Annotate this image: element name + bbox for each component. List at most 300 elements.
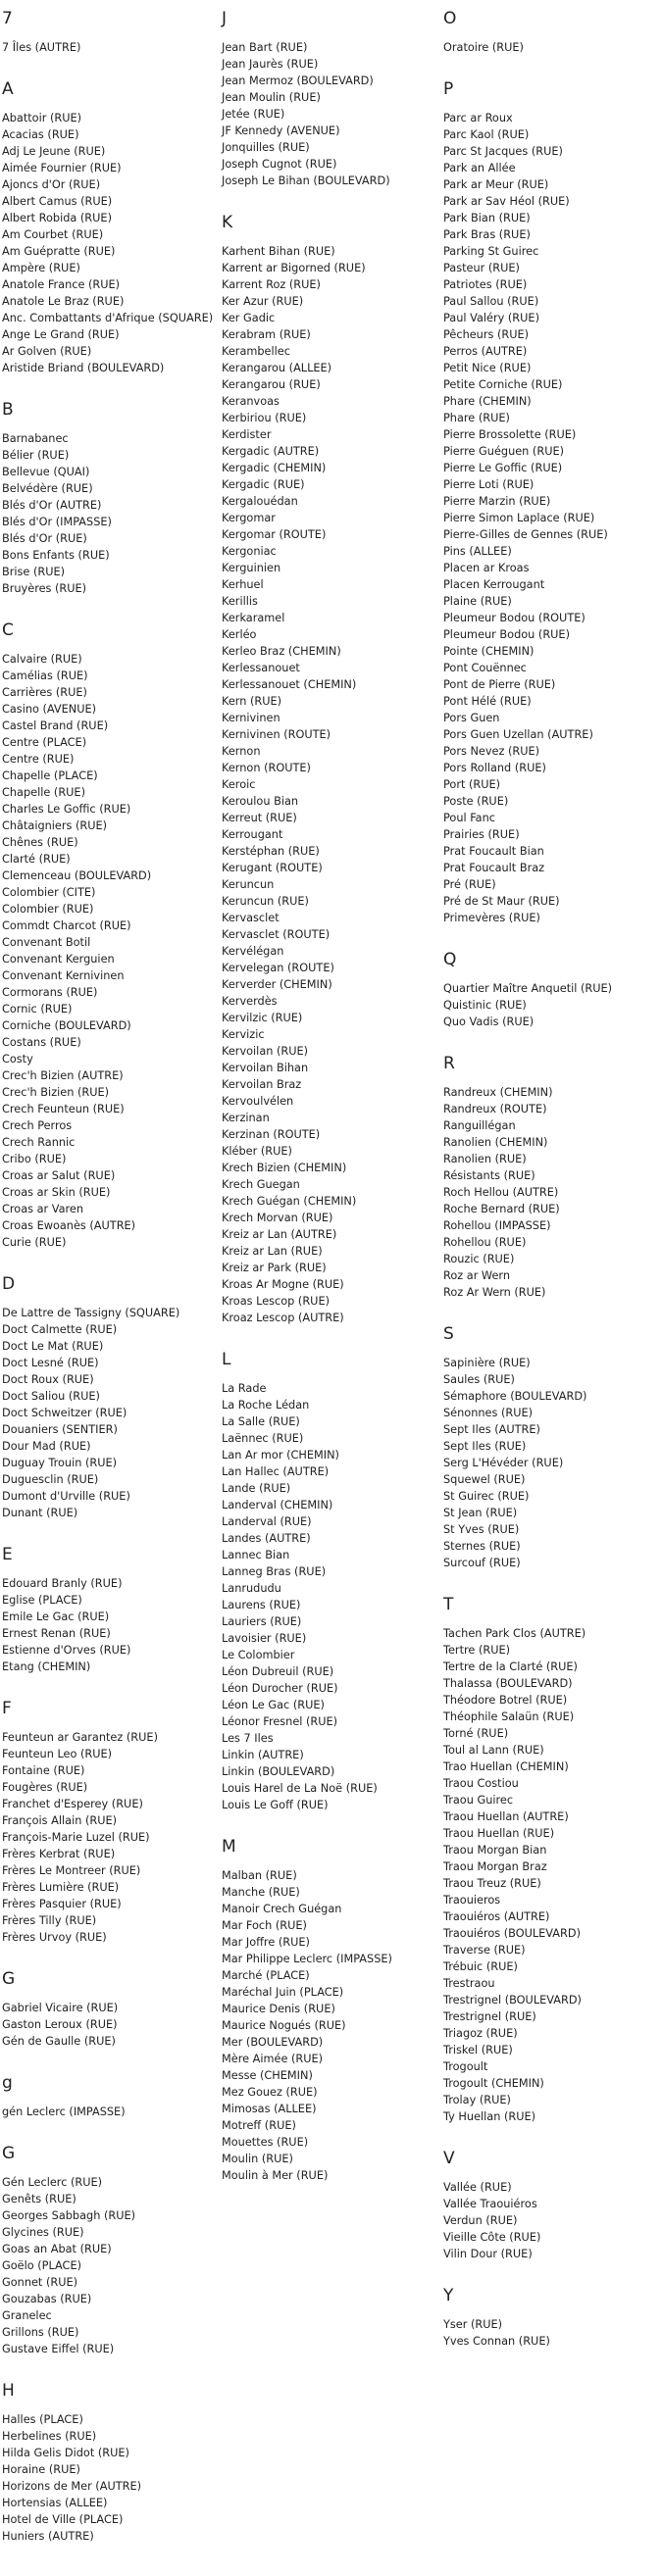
street-name: Sternes (RUE) <box>443 1540 521 1553</box>
street-name: Lande (RUE) <box>222 1482 291 1495</box>
street-name: Kerambellec <box>222 345 290 358</box>
street-name: La Salle (RUE) <box>222 1415 300 1428</box>
street-name: Trébuic (RUE) <box>443 1960 518 1973</box>
letter-section <box>2 2143 218 2357</box>
street-name: JF Kennedy (AVENUE) <box>222 124 340 137</box>
street-name: Kerleo Braz (CHEMIN) <box>222 645 341 658</box>
street-name: Châtaigniers (RUE) <box>2 819 108 832</box>
street-name: St Jean (RUE) <box>443 1507 518 1519</box>
street-name: Parc Kaol (RUE) <box>443 128 530 141</box>
letter-section <box>2 2072 218 2120</box>
letter-section <box>2 399 218 597</box>
street-name: Gouzabas (RUE) <box>2 2293 92 2305</box>
street-name: Brise (RUE) <box>2 566 66 578</box>
letter-section <box>443 2148 659 2262</box>
street-name: Colombier (CITE) <box>2 886 96 899</box>
street-name: Traou Morgan Bian <box>443 1844 547 1857</box>
section-letter-heading: T <box>443 1595 454 1614</box>
street-name: Ty Huellan (RUE) <box>443 2110 536 2123</box>
street-name: Calvaire (RUE) <box>2 653 82 666</box>
street-name: Vieille Côte (RUE) <box>443 2231 541 2244</box>
street-name: Bons Enfants (RUE) <box>2 549 110 562</box>
street-name: Laurens (RUE) <box>222 1599 301 1611</box>
street-name: Ranolien (RUE) <box>443 1153 527 1165</box>
street-name: Crech Perros <box>2 1119 73 1132</box>
street-name: Colombier (RUE) <box>2 903 94 916</box>
letter-section <box>2 8 218 56</box>
street-name: Kreiz ar Park (RUE) <box>222 1262 327 1274</box>
street-name: Hotel de Ville (PLACE) <box>2 2513 124 2526</box>
street-name: Placen ar Kroas <box>443 562 530 574</box>
street-name: Sept Iles (AUTRE) <box>443 1423 540 1436</box>
street-name: Chapelle (PLACE) <box>2 769 98 782</box>
street-name: Kerugant (ROUTE) <box>222 862 323 874</box>
letter-section <box>443 1594 659 2125</box>
street-name: Kergadic (RUE) <box>222 478 305 491</box>
street-name: Trogoult (CHEMIN) <box>443 2077 544 2090</box>
street-name: Maurice Denis (RUE) <box>222 2003 335 2015</box>
street-name: Duguay Trouin (RUE) <box>2 1457 118 1469</box>
street-name: Granelec <box>2 2309 52 2322</box>
street-name: Frères Pasquier (RUE) <box>2 1898 122 1910</box>
street-name: Kerhuel <box>222 578 264 591</box>
street-name: Frères Lumière (RUE) <box>2 1881 120 1894</box>
street-name: Goas an Abat (RUE) <box>2 2243 112 2255</box>
street-name: Tertre (RUE) <box>443 1644 511 1657</box>
street-name: Phare (CHEMIN) <box>443 395 532 408</box>
street-name: Doct Schweitzer (RUE) <box>2 1407 127 1419</box>
street-name: Patriotes (RUE) <box>443 278 528 291</box>
street-name: Douaniers (SENTIER) <box>2 1423 118 1436</box>
street-name: Serg L'Hévéder (RUE) <box>443 1457 564 1469</box>
street-name: Mar Philippe Leclerc (IMPASSE) <box>222 1953 392 1965</box>
section-letter-heading: S <box>443 1324 454 1344</box>
street-name: Trestrignel (RUE) <box>443 2010 536 2023</box>
street-name: Bruyères (RUE) <box>2 582 87 595</box>
street-name: Kerzinan <box>222 1112 270 1124</box>
street-name: Manche (RUE) <box>222 1886 300 1899</box>
street-name: Pierre Guéguen (RUE) <box>443 445 565 458</box>
street-name: Georges Sabbagh (RUE) <box>2 2209 136 2222</box>
street-name: Albert Robida (RUE) <box>2 212 112 224</box>
street-name: Lauriers (RUE) <box>222 1615 302 1628</box>
street-name: Traou Costiou <box>443 1777 519 1790</box>
letter-section <box>2 1273 218 1521</box>
street-name: Kergalouédan <box>222 495 298 508</box>
street-name: Gén Leclerc (RUE) <box>2 2176 103 2189</box>
street-name: Landerval (CHEMIN) <box>222 1499 333 1511</box>
street-name: Frères Le Montreer (RUE) <box>2 1864 141 1877</box>
street-name: Jonquilles (RUE) <box>222 141 310 154</box>
street-name: Edouard Branly (RUE) <box>2 1577 123 1590</box>
street-name: Jean Bart (RUE) <box>222 41 308 54</box>
street-name: Ranolien (CHEMIN) <box>443 1136 548 1149</box>
street-name: Park an Allée <box>443 162 516 174</box>
street-name: Saules (RUE) <box>443 1373 515 1386</box>
street-name: Maurice Nogués (RUE) <box>222 2019 346 2032</box>
street-name: Pasteur (RUE) <box>443 262 520 274</box>
street-name: Gustave Eiffel (RUE) <box>2 2343 115 2355</box>
street-name: Doct Le Mat (RUE) <box>2 1340 104 1353</box>
street-name: Parking St Guirec <box>443 245 539 258</box>
street-name: Kerdister <box>222 428 272 441</box>
letter-section <box>443 8 659 56</box>
street-name: Kerverder (CHEMIN) <box>222 978 332 991</box>
street-name: Estienne d'Orves (RUE) <box>2 1644 131 1657</box>
street-name: Anc. Combattants d'Afrique (SQUARE) <box>2 312 214 324</box>
street-name: Bellevue (QUAI) <box>2 466 90 478</box>
street-name: Kervoilan Braz <box>222 1078 302 1091</box>
street-name: Kreiz ar Lan (AUTRE) <box>222 1228 337 1241</box>
street-name: Pont Hélé (RUE) <box>443 695 532 708</box>
street-name: Am Guépratte (RUE) <box>2 245 116 258</box>
street-name: Léon Le Gac (RUE) <box>222 1699 325 1711</box>
street-name: Lanrududu <box>222 1582 281 1595</box>
street-name: Kerzinan (ROUTE) <box>222 1128 321 1141</box>
street-name: Quo Vadis (RUE) <box>443 1016 535 1028</box>
street-name: Ange Le Grand (RUE) <box>2 328 120 341</box>
street-name: Sénonnes (RUE) <box>443 1407 534 1419</box>
street-name: Hilda Gelis Didot (RUE) <box>2 2447 129 2459</box>
street-name: Trogoult <box>443 2060 488 2073</box>
street-name: Verdun (RUE) <box>443 2214 518 2227</box>
street-name: Convenant Botil <box>2 936 91 949</box>
street-name: Kernivinen <box>222 712 280 724</box>
street-name: Parc St Jacques (RUE) <box>443 145 563 158</box>
street-name: Linkin (AUTRE) <box>222 1749 304 1761</box>
street-name: Kerkaramel <box>222 612 285 624</box>
street-name: Traouiéros (BOULEVARD) <box>443 1927 581 1940</box>
street-name: Prairies (RUE) <box>443 828 520 841</box>
street-name: Duguesclin (RUE) <box>2 1473 99 1486</box>
street-name: Lannec Bian <box>222 1549 290 1561</box>
street-name: Torné (RUE) <box>443 1727 509 1740</box>
street-name: Park Bras (RUE) <box>443 228 531 241</box>
street-name: Kergomar <box>222 512 276 524</box>
street-name: Kergadic (AUTRE) <box>222 445 320 458</box>
street-name: Keruncun (RUE) <box>222 895 309 908</box>
street-name: Moulin à Mer (RUE) <box>222 2169 329 2182</box>
street-name: Pont de Pierre (RUE) <box>443 678 556 691</box>
street-name: Lan Hallec (AUTRE) <box>222 1465 330 1478</box>
section-letter-heading: Y <box>443 2286 454 2305</box>
section-letter-heading: L <box>222 1350 231 1369</box>
street-name: François-Marie Luzel (RUE) <box>2 1831 150 1844</box>
street-name: Croas ar Skin (RUE) <box>2 1186 111 1199</box>
street-name: Doct Saliou (RUE) <box>2 1390 100 1403</box>
street-name: Léon Dubreuil (RUE) <box>222 1665 334 1678</box>
street-name: Clarté (RUE) <box>2 853 71 866</box>
street-name: Aristide Briand (BOULEVARD) <box>2 362 165 374</box>
street-name: Crech Feunteun (RUE) <box>2 1103 125 1115</box>
street-name: Kerillis <box>222 595 258 608</box>
street-name: Roch Hellou (AUTRE) <box>443 1186 559 1199</box>
street-name: Pré de St Maur (RUE) <box>443 895 560 908</box>
street-name: Kervelegan (ROUTE) <box>222 962 334 974</box>
street-name: Kerlessanouet <box>222 662 300 674</box>
street-name: Halles (PLACE) <box>2 2413 83 2426</box>
street-name: Rohellou (RUE) <box>443 1236 527 1249</box>
section-letter-heading: V <box>443 2149 455 2168</box>
street-name: Joseph Cugnot (RUE) <box>222 158 337 171</box>
section-letter-heading: H <box>2 2381 15 2401</box>
street-name: Kerverdès <box>222 995 278 1008</box>
street-name: Laënnec (RUE) <box>222 1432 304 1445</box>
street-name: Keruncun <box>222 878 275 891</box>
street-name: Doct Roux (RUE) <box>2 1373 94 1386</box>
street-name: St Guirec (RUE) <box>443 1490 530 1503</box>
street-name: Emile Le Gac (RUE) <box>2 1610 110 1623</box>
street-name: Kléber (RUE) <box>222 1145 292 1158</box>
letter-section <box>443 949 659 1030</box>
street-name: Traouiéros (AUTRE) <box>443 1910 550 1923</box>
street-name: Rouzic (RUE) <box>443 1253 515 1265</box>
street-name: Convenant Kernivinen <box>2 969 125 982</box>
street-name: Surcouf (RUE) <box>443 1557 521 1569</box>
street-name: Triagoz (RUE) <box>443 2027 518 2040</box>
street-name: Casino (AVENUE) <box>2 703 97 716</box>
street-name: Kervilzic (RUE) <box>222 1012 303 1024</box>
street-name: Doct Lesné (RUE) <box>2 1357 99 1369</box>
section-letter-heading: B <box>2 400 14 420</box>
street-name: Kervoilan Bihan <box>222 1062 309 1074</box>
street-name: Genêts (RUE) <box>2 2193 76 2205</box>
street-name: Blés d'Or (AUTRE) <box>2 499 102 512</box>
street-name: Squewel (RUE) <box>443 1473 526 1486</box>
street-name: Pors Guen <box>443 712 500 724</box>
street-name: Ar Golven (RUE) <box>2 345 92 358</box>
street-name: Gaston Leroux (RUE) <box>2 2018 118 2031</box>
street-name: Kerstéphan (RUE) <box>222 845 320 858</box>
street-name: Messe (CHEMIN) <box>222 2069 313 2082</box>
street-name: Triskel (RUE) <box>443 2044 513 2056</box>
street-name: Kern (RUE) <box>222 695 282 708</box>
street-name: Kernivinen (ROUTE) <box>222 728 331 741</box>
street-name: Costans (RUE) <box>2 1036 81 1049</box>
street-name: Kerabram (RUE) <box>222 328 311 341</box>
street-name: Albert Camus (RUE) <box>2 195 113 208</box>
street-name: Fougères (RUE) <box>2 1781 88 1794</box>
street-name: Vallée Traouiéros <box>443 2198 537 2210</box>
street-name: St Yves (RUE) <box>443 1523 520 1536</box>
street-name: Mère Aimée (RUE) <box>222 2053 324 2065</box>
street-name: Sémaphore (BOULEVARD) <box>443 1390 587 1403</box>
section-letter-heading: F <box>2 1699 12 1718</box>
letter-section <box>222 1836 437 2184</box>
letter-section <box>2 2380 218 2545</box>
street-name: Kerrougant <box>222 828 283 841</box>
street-name: Traou Guirec <box>443 1794 514 1807</box>
street-name: Pierre Marzin (RUE) <box>443 495 551 508</box>
section-letter-heading: O <box>443 9 457 28</box>
street-name: La Roche Lédan <box>222 1399 310 1412</box>
street-name: Crec'h Bizien (RUE) <box>2 1086 110 1099</box>
letter-section <box>443 2285 659 2350</box>
street-name: Karhent Bihan (RUE) <box>222 245 335 258</box>
street-name: Aimée Fournier (RUE) <box>2 162 122 174</box>
street-name: Lanneg Bras (RUE) <box>222 1565 327 1578</box>
street-name: Frères Tilly (RUE) <box>2 1914 97 1927</box>
street-name: Traou Treuz (RUE) <box>443 1877 541 1890</box>
street-name: Bélier (RUE) <box>2 449 70 462</box>
street-name: Motreff (RUE) <box>222 2119 296 2132</box>
street-name: Kerlessanouet (CHEMIN) <box>222 678 357 691</box>
street-index-column <box>222 8 437 2206</box>
street-name: Poste (RUE) <box>443 795 509 808</box>
street-name: Ker Gadic <box>222 312 276 324</box>
letter-section <box>443 1323 659 1571</box>
street-name: Louis Le Goff (RUE) <box>222 1799 329 1811</box>
street-name: Pont Couënnec <box>443 662 527 674</box>
street-name: Trestraou <box>443 1977 495 1990</box>
street-name: Krech Guégan (CHEMIN) <box>222 1195 357 1208</box>
street-name: Landerval (RUE) <box>222 1515 312 1528</box>
street-name: Gén de Gaulle (RUE) <box>2 2035 116 2048</box>
street-name: Traouieros <box>443 1894 501 1907</box>
street-name: Cornic (RUE) <box>2 1003 73 1016</box>
street-name: Pierre Brossolette (RUE) <box>443 428 577 441</box>
street-name: Roche Bernard (RUE) <box>443 1203 560 1215</box>
street-name: Castel Brand (RUE) <box>2 719 109 732</box>
street-name: Randreux (CHEMIN) <box>443 1086 553 1099</box>
street-name: Doct Calmette (RUE) <box>2 1323 118 1336</box>
street-name: Centre (RUE) <box>2 753 75 766</box>
street-name: Kroas Ar Mogne (RUE) <box>222 1278 344 1291</box>
street-name: Crec'h Bizien (AUTRE) <box>2 1069 124 1082</box>
street-name: Poul Fanc <box>443 812 495 824</box>
street-name: Karrent Roz (RUE) <box>222 278 321 291</box>
street-name: Park ar Sav Héol (RUE) <box>443 195 570 208</box>
street-name: Am Courbet (RUE) <box>2 228 104 241</box>
street-name: Kroaz Lescop (AUTRE) <box>222 1312 344 1324</box>
street-name: Kergoniac <box>222 545 277 558</box>
street-name: Yser (RUE) <box>443 2318 503 2331</box>
section-letter-heading: E <box>2 1545 13 1564</box>
letter-section <box>443 1053 659 1301</box>
street-name: Karrent ar Bigorned (RUE) <box>222 262 366 274</box>
street-name: Franchet d'Esperey (RUE) <box>2 1798 143 1810</box>
street-name: Mez Gouez (RUE) <box>222 2086 318 2099</box>
street-name: Kerbiriou (RUE) <box>222 412 307 424</box>
street-name: Lavoisier (RUE) <box>222 1632 307 1645</box>
street-name: Pleumeur Bodou (RUE) <box>443 628 570 641</box>
street-name: Plaine (RUE) <box>443 595 512 608</box>
street-name: Abattoir (RUE) <box>2 112 82 124</box>
street-name: Kervoulvélen <box>222 1095 294 1108</box>
street-name: Mar Joffre (RUE) <box>222 1936 310 1949</box>
letter-section <box>443 78 659 926</box>
street-name: Krech Morvan (RUE) <box>222 1212 333 1224</box>
street-name: Kerreut (RUE) <box>222 812 297 824</box>
letter-section <box>2 1698 218 1946</box>
street-name: Krech Guegan <box>222 1178 300 1191</box>
street-name: Krech Bizien (CHEMIN) <box>222 1162 347 1174</box>
street-name: Kroas Lescop (RUE) <box>222 1295 331 1308</box>
street-name: Cormorans (RUE) <box>2 986 98 999</box>
street-index-column <box>443 8 659 2372</box>
street-name: Tertre de la Clarté (RUE) <box>443 1660 578 1673</box>
section-letter-heading: G <box>2 2144 16 2163</box>
street-name: Petite Corniche (RUE) <box>443 378 563 391</box>
street-name: Kergomar (ROUTE) <box>222 528 327 541</box>
street-name: Ajoncs d'Or (RUE) <box>2 178 101 191</box>
street-name: Blés d'Or (RUE) <box>2 532 87 545</box>
street-name: Pins (ALLEE) <box>443 545 512 558</box>
street-name: Pierre Loti (RUE) <box>443 478 535 491</box>
letter-section <box>222 212 437 1326</box>
street-name: Petit Nice (RUE) <box>443 362 532 374</box>
street-name: Pierre Le Goffic (RUE) <box>443 462 563 474</box>
street-name: Kervasclet (ROUTE) <box>222 928 331 941</box>
street-name: Pêcheurs (RUE) <box>443 328 530 341</box>
street-name: Park ar Meur (RUE) <box>443 178 549 191</box>
street-name: Keroic <box>222 778 256 791</box>
street-name: Paul Sallou (RUE) <box>443 295 539 308</box>
street-name: Traverse (RUE) <box>443 1944 526 1957</box>
street-name: Tachen Park Clos (AUTRE) <box>443 1627 586 1640</box>
street-name: Traou Huellan (AUTRE) <box>443 1810 569 1823</box>
street-name: Maréchal Juin (PLACE) <box>222 1986 344 1999</box>
street-name: Paul Valéry (RUE) <box>443 312 539 324</box>
street-name: Pierre Simon Laplace (RUE) <box>443 512 595 524</box>
street-name: Adj Le Jeune (RUE) <box>2 145 106 158</box>
street-name: Quartier Maître Anquetil (RUE) <box>443 982 613 995</box>
street-name: Clemenceau (BOULEVARD) <box>2 869 152 882</box>
street-name: Ker Azur (RUE) <box>222 295 304 308</box>
street-name: Léonor Fresnel (RUE) <box>222 1715 338 1728</box>
street-name: Feunteun ar Garantez (RUE) <box>2 1731 158 1744</box>
street-name: Traou Huellan (RUE) <box>443 1827 555 1840</box>
street-name: Mar Foch (RUE) <box>222 1919 307 1932</box>
street-name: Carrières (RUE) <box>2 686 87 699</box>
street-name: La Rade <box>222 1382 267 1395</box>
street-name: gén Leclerc (IMPASSE) <box>2 2105 126 2118</box>
section-letter-heading: 7 <box>2 9 13 28</box>
street-name: Parc ar Roux <box>443 112 513 124</box>
street-name: Kervoilan (RUE) <box>222 1045 309 1058</box>
street-name: Belvédère (RUE) <box>2 482 93 495</box>
section-letter-heading: J <box>222 9 228 28</box>
street-name: Costy <box>2 1053 33 1065</box>
street-name: Frères Kerbrat (RUE) <box>2 1848 116 1860</box>
street-name: Primevères (RUE) <box>443 912 540 924</box>
letter-section <box>222 1349 437 1813</box>
street-name: Pré (RUE) <box>443 878 496 891</box>
street-name: Vallée (RUE) <box>443 2181 512 2194</box>
street-name: Mouettes (RUE) <box>222 2136 309 2149</box>
street-name: Kerléo <box>222 628 257 641</box>
section-letter-heading: Q <box>443 950 457 969</box>
street-name: Horaine (RUE) <box>2 2463 80 2476</box>
street-name: Herbelines (RUE) <box>2 2430 97 2443</box>
street-name: Lan Ar mor (CHEMIN) <box>222 1449 339 1461</box>
street-name: Théodore Botrel (RUE) <box>443 1694 568 1707</box>
street-name: Manoir Crech Guégan <box>222 1903 342 1915</box>
street-name: Kerguinien <box>222 562 281 574</box>
street-name: Kerangarou (ALLEE) <box>222 362 332 374</box>
street-name: Port (RUE) <box>443 778 501 791</box>
street-name: Pleumeur Bodou (ROUTE) <box>443 612 586 624</box>
street-name: Placen Kerrougant <box>443 578 545 591</box>
street-name: Fontaine (RUE) <box>2 1764 85 1777</box>
street-name: De Lattre de Tassigny (SQUARE) <box>2 1307 180 1319</box>
section-letter-heading: P <box>443 79 454 99</box>
letter-section <box>2 1544 218 1675</box>
street-name: Sapinière (RUE) <box>443 1357 531 1369</box>
street-name: Pointe (CHEMIN) <box>443 645 535 658</box>
street-name: Croas ar Salut (RUE) <box>2 1169 116 1182</box>
street-name: Yves Connan (RUE) <box>443 2335 550 2348</box>
